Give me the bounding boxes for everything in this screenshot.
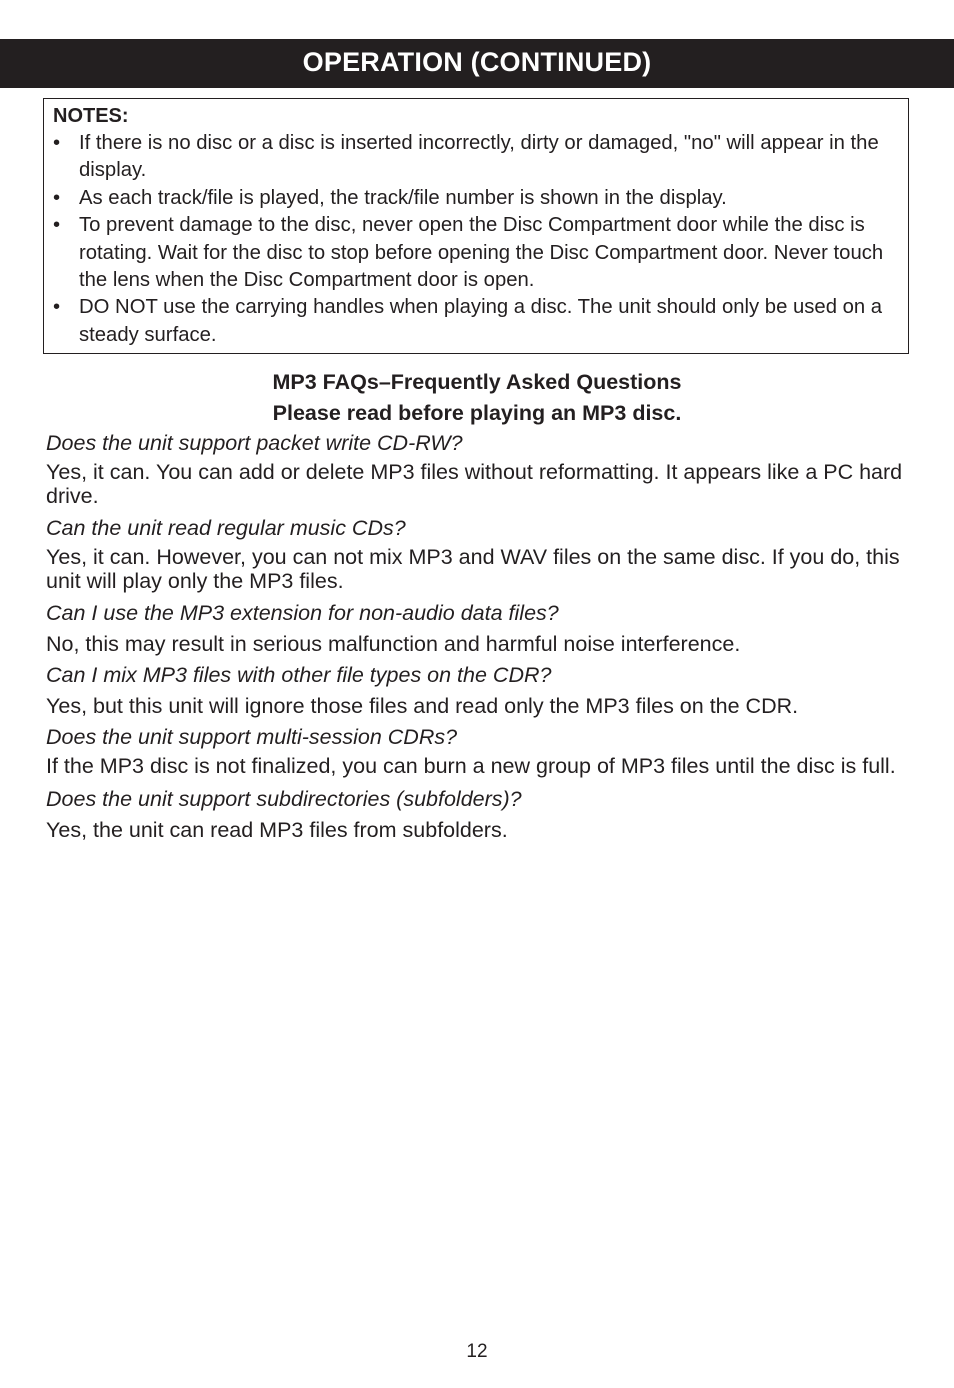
faq-item	[46, 600, 916, 657]
note-item: • If there is no disc or a disc is inserted incorrectly, dirty or damaged, "no" will appear in the display.	[53, 130, 900, 185]
faq-answer: Yes, it can. You can add or delete MP3 files without reformatting. It appears like a PC hard drive.	[46, 460, 903, 508]
note-item: • To prevent damage to the disc, never open the Disc Compartment door while the disc is rotating. Wait for the disc to stop before opening the Disc Compartment door. Never touch the lens when the Disc Compartment door is open.	[53, 212, 900, 294]
faq-title: MP3 FAQs–Frequently Asked Questions	[272, 370, 682, 394]
faq-item	[46, 430, 916, 508]
notes-box	[43, 98, 909, 354]
page-number: 12	[466, 1341, 488, 1362]
section-title: OPERATION (CONTINUED)	[302, 47, 652, 77]
faq-subtitle: Please read before playing an MP3 disc.	[272, 401, 682, 425]
faq-question: Can I mix MP3 files with other file types on the CDR?	[46, 663, 552, 687]
faq-answer: Yes, the unit can read MP3 files from subfolders.	[46, 817, 508, 842]
faq-question: Can the unit read regular music CDs?	[46, 516, 406, 540]
faq-item	[46, 515, 916, 593]
note-item: • DO NOT use the carrying handles when playing a disc. The unit should only be used on a steady surface.	[53, 294, 900, 349]
notes-list	[53, 130, 900, 349]
faq-question: Does the unit support packet write CD-RW?	[46, 431, 463, 455]
note-item: • As each track/file is played, the track/file number is shown in the display.	[53, 185, 900, 212]
section-header	[0, 39, 954, 88]
faq-item	[46, 786, 916, 843]
faq-item	[46, 724, 916, 779]
faq-item	[46, 662, 916, 719]
faq-question: Does the unit support subdirectories (subfolders)?	[46, 786, 522, 811]
notes-title: NOTES:	[53, 105, 129, 127]
faq-answer: Yes, but this unit will ignore those files and read only the MP3 files on the CDR.	[46, 694, 799, 718]
faq-question: Does the unit support multi-session CDRs?	[46, 725, 458, 749]
faq-answer: Yes, it can. However, you can not mix MP3 and WAV files on the same disc. If you do, this unit will play only the MP3 files.	[46, 545, 900, 593]
faq-answer: If the MP3 disc is not finalized, you can burn a new group of MP3 files until the disc is full.	[46, 754, 896, 778]
faq-list	[46, 430, 916, 848]
faq-question: Can I use the MP3 extension for non-audio data files?	[46, 601, 559, 625]
faq-answer: No, this may result in serious malfunction and harmful noise interference.	[46, 632, 741, 656]
